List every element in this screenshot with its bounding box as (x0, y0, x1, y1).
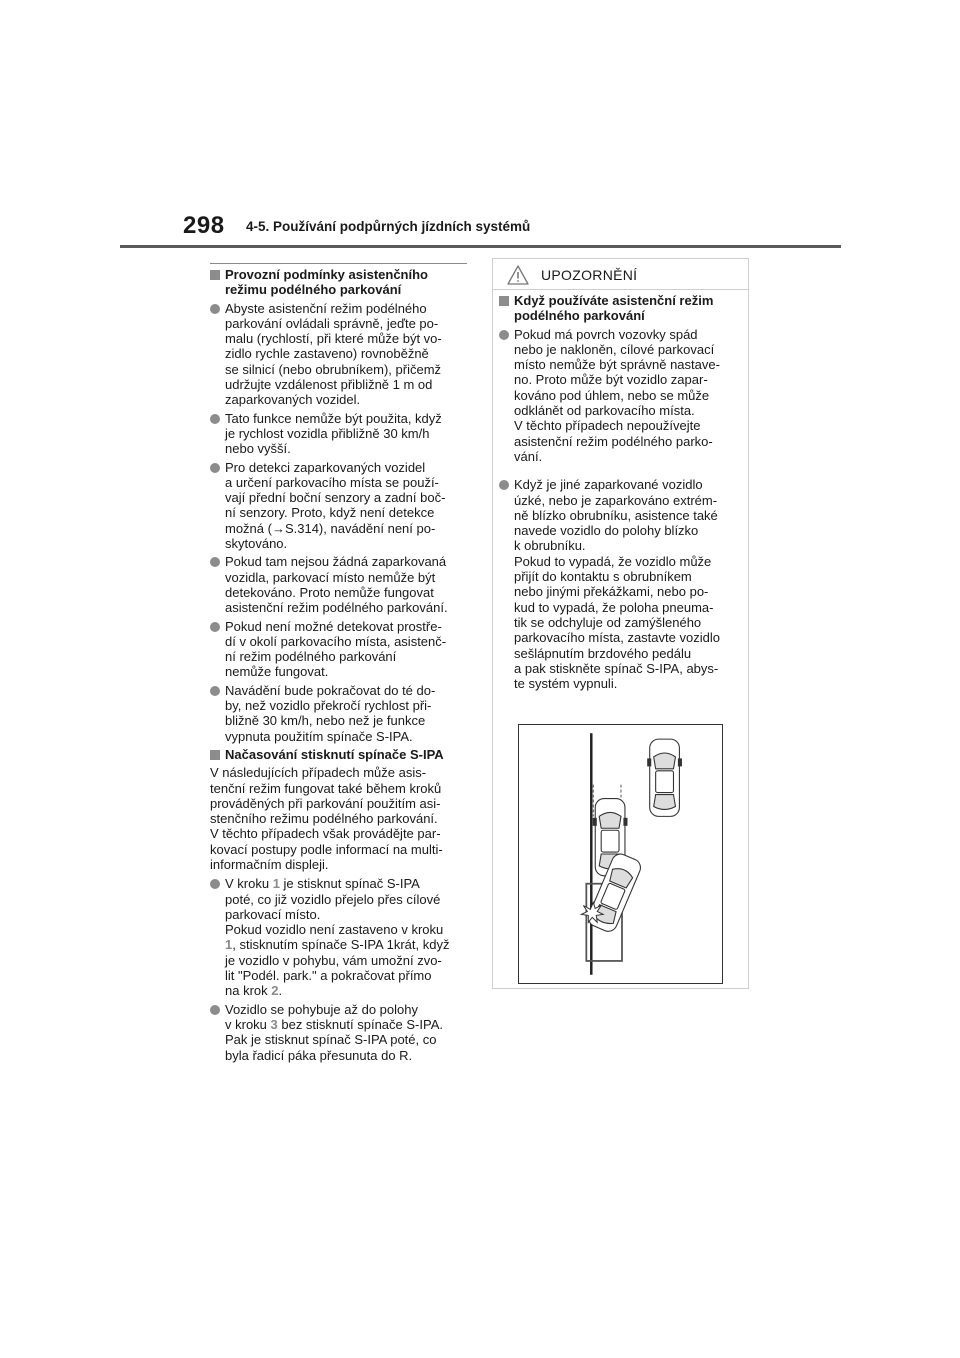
section-title: 4-5. Používání podpůrných jízdních systémů (246, 219, 531, 234)
step-number: 2 (271, 983, 279, 999)
circle-bullet-icon (210, 304, 220, 314)
left-column (210, 263, 470, 1066)
step-number: 1 (225, 937, 233, 953)
header-rule (120, 245, 841, 248)
subheading-operating-conditions: Provozní podmínky asistenčního režimu podélného parkování (210, 267, 470, 298)
circle-bullet-icon (210, 1005, 220, 1015)
page-header (0, 0, 960, 250)
circle-bullet-icon (210, 686, 220, 696)
warning-content (499, 293, 744, 694)
list-item: V kroku 1 je stisknut spínač S-IPA poté, co již vozidlo přejelo přes cílové parkovací místo. Pokud vozidlo není zastaveno v kroku 1, stisknutím spínače S-IPA 1krát, když je vozidlo v pohybu, vám umožní zvo- lit "Podél. park." a pokračovat přímo na krok 2. (210, 876, 470, 998)
warning-triangle-icon (507, 265, 529, 285)
circle-bullet-icon (499, 330, 509, 340)
square-bullet-icon (499, 296, 509, 306)
list-item: Pokud není možné detekovat prostře- dí v okolí parkovacího místa, asistenč- ní režim podélného parkování nemůže fungovat. (210, 619, 470, 680)
square-bullet-icon (210, 270, 220, 280)
list-item: Vozidlo se pohybuje až do polohy v kroku 3 bez stisknutí spínače S-IPA. Pak je stisknut spínač S-IPA poté, co byla řadicí páka přesunuta do R. (210, 1002, 470, 1063)
circle-bullet-icon (210, 557, 220, 567)
warning-title: UPOZORNĚNÍ (541, 267, 638, 283)
subheading-when-using: Když používáte asistenční režim podélného parkování (499, 293, 744, 324)
step-number: 1 (272, 876, 280, 892)
list-item: Pro detekci zaparkovaných vozidel a určení parkovacího místa se použí- vají přední boční senzory a zadní boč- ní senzory. Proto, když není detekce možná (→S.314), navádění není po- skytováno. (210, 460, 470, 552)
warning-box (492, 258, 749, 989)
list-item: Pokud tam nejsou žádná zaparkovaná vozidla, parkovací místo nemůže být detekováno. Proto nemůže fungovat asistenční režim podélného parkování. (210, 554, 470, 615)
parking-illustration (518, 724, 723, 984)
page-number: 298 (183, 212, 225, 239)
list-item: Abyste asistenční režim podélného parkování ovládali správně, jeďte po- malu (rychlostí, při které může být vo- zidlo rychle zastaveno) rovnoběžně se silnicí (nebo obrubníkem), přičemž udržujte vzdálenost přibližně 1 m od zaparkovaných vozidel. (210, 301, 470, 408)
list-item: Navádění bude pokračovat do té do- by, než vozidlo překročí rychlost při- bližně 30 km/h, nebo než je funkce vypnuta použitím spínače S-IPA. (210, 683, 470, 744)
square-bullet-icon (210, 750, 220, 760)
list-item: Tato funkce nemůže být použita, když je rychlost vozidla přibližně 30 km/h nebo vyšší. (210, 411, 470, 457)
circle-bullet-icon (499, 480, 509, 490)
circle-bullet-icon (210, 622, 220, 632)
divider (210, 263, 467, 264)
parked-car-icon (648, 739, 682, 816)
subheading-switch-timing: Načasování stisknutí spínače S-IPA (210, 747, 470, 762)
step-number: 3 (270, 1016, 278, 1032)
list-item: Když je jiné zaparkované vozidlo úzké, nebo je zaparkováno extrém- ně blízko obrubníku, asistence také navede vozidlo do polohy blízko k obrubníku. Pokud to vypadá, že vozidlo může přijít do kontaktu s obrubníkem nebo jinými překážkami, nebo po- kud to vypadá, že poloha pneuma- tik se odchyluje od zamýšleného parkovacího místa, zastavte vozidlo sešlápnutím brzdového pedálu a pak stiskněte spínač S-IPA, abys- te systém vypnuli. (499, 477, 744, 691)
list-item: Pokud má povrch vozovky spád nebo je nakloněn, cílové parkovací místo nemůže být správně nastave- no. Proto může být vozidlo zapar- kováno pod úhlem, nebo se může odklánět od parkovacího místa. V těchto případech nepoužívejte asistenční režim podélného parko- vání. (499, 327, 744, 465)
reversing-car-icon (586, 851, 644, 934)
circle-bullet-icon (210, 463, 220, 473)
paragraph: V následujících případech může asis- tenční režim fungovat také během kroků prováděných při parkování použitím asi- stenčního režimu podélného parkování. V těchto případech však provádějte par- kovací postupy podle informací na multi- informačním displeji. (210, 765, 443, 872)
circle-bullet-icon (210, 414, 220, 424)
circle-bullet-icon (210, 879, 220, 889)
warning-header (493, 259, 748, 290)
